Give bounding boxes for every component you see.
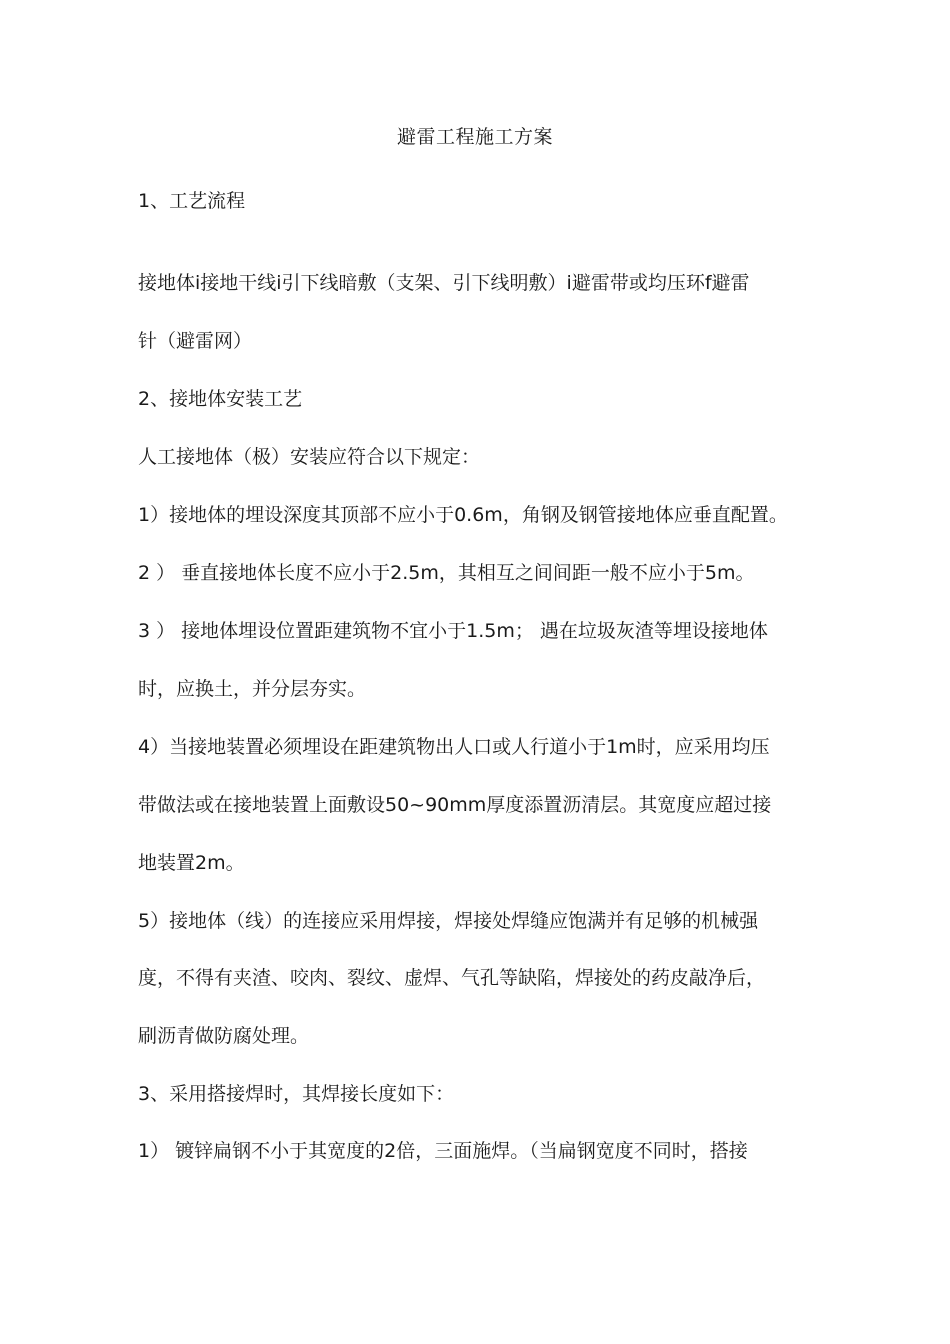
list-item: 3 ） 接地体埋设位置距建筑物不宜小于1.5m； 遇在垃圾灰渣等埋设接地体 xyxy=(138,620,768,642)
list-item: 5）接地体（线）的连接应采用焊接，焊接处焊缝应饱满并有足够的机械强 xyxy=(138,910,759,932)
paragraph-line: 时，应换土，并分层夯实。 xyxy=(138,678,367,700)
paragraph-line: 度，不得有夹渣、咬肉、裂纹、虚焊、气孔等缺陷，焊接处的药皮敲净后， xyxy=(138,967,766,989)
paragraph-line: 带做法或在接地装置上面敷设50~90mm厚度添置沥清层。其宽度应超过接 xyxy=(138,794,772,816)
list-item: 4）当接地装置必须埋设在距建筑物出人口或人行道小于1m时，应采用均压 xyxy=(138,736,770,758)
list-item: 1） 镀锌扁钢不小于其宽度的2倍，三面施焊。（当扁钢宽度不同时，搭接 xyxy=(138,1140,748,1162)
section-heading: 2、接地体安装工艺 xyxy=(138,388,303,410)
paragraph-line: 刷沥青做防腐处理。 xyxy=(138,1025,310,1047)
list-item: 1）接地体的埋设深度其顶部不应小于0.6m，角钢及钢管接地体应垂直配置。 xyxy=(138,504,788,526)
section-heading: 1、工艺流程 xyxy=(138,190,246,212)
document-title: 避雷工程施工方案 xyxy=(396,126,553,148)
paragraph-line: 地装置2m。 xyxy=(138,852,245,874)
paragraph-line: 人工接地体（极）安装应符合以下规定： xyxy=(138,446,481,468)
section-heading: 3、采用搭接焊时，其焊接长度如下： xyxy=(138,1083,455,1105)
paragraph-line: 针（避雷网） xyxy=(138,330,253,352)
list-item: 2 ） 垂直接地体长度不应小于2.5m，其相互之间间距一般不应小于5m。 xyxy=(138,562,755,584)
paragraph-line: 接地体i接地干线i引下线暗敷（支架、引下线明敷）i避雷带或均压环f避雷 xyxy=(138,272,750,294)
